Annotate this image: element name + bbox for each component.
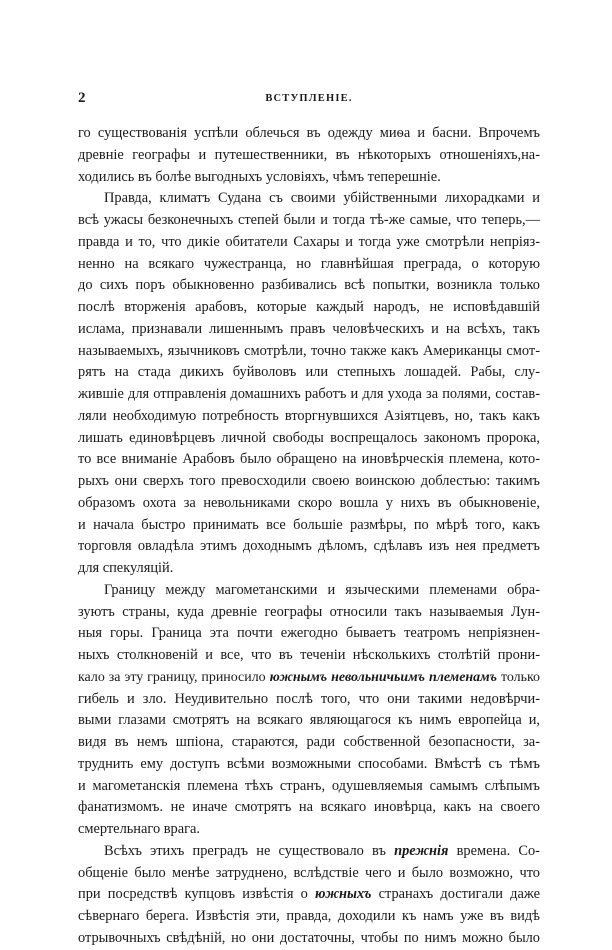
emphasis-text: прежнія xyxy=(394,842,449,859)
text-line: жившіе для отправленія домашнихъ работъ и для ухода за полями, состав- xyxy=(78,386,540,402)
text-segment: Всѣхъ этихъ преградъ не существовало въ xyxy=(104,842,386,859)
text-line: отрывочныхъ свѣдѣній, но они достаточны, чтобы по нимъ можно было xyxy=(78,929,540,946)
text-line: древніе географы и путешественники, въ нѣкоторыхъ отношеніяхъ,на- xyxy=(78,146,540,163)
text-line: гибель и зло. Неудивительно послѣ того, что они такими недовѣрчи- xyxy=(78,690,540,707)
text-line xyxy=(78,667,540,689)
text-line: образомъ охота за невольниками скоро вошла у нихъ въ обыкновеніе, xyxy=(78,494,540,511)
text-line: торговля овладѣла этимъ доходнымъ дѣломъ, сдѣлавъ изъ нея предметъ xyxy=(78,538,540,555)
page-number: 2 xyxy=(78,90,86,106)
text-line: то все вниманіе Арабовъ было обращено на иновѣрческія племена, кото- xyxy=(78,451,540,468)
emphasis-text: южныхъ xyxy=(315,886,372,903)
text-line: труднить ему доступъ всѣми возможными способами. Вмѣстѣ съ тѣмъ xyxy=(78,755,540,772)
text-line: и магометанскія племена тѣхъ странъ, одушевляемыя самымъ слѣпымъ xyxy=(78,777,540,794)
text-line: рятъ на стада дикихъ буйволовъ или степныхъ лошадей. Рабы, слу- xyxy=(78,364,540,381)
text-line: сѣвернаго берега. Извѣстія эти, правда, доходили къ намъ уже въ видѣ xyxy=(78,908,540,924)
text-line: общеніе было менѣе затруднено, вслѣдствіе чего и было возможно, что xyxy=(78,864,540,881)
text-line: рыхъ они сверхъ того превосходили своею воинскою доблестью: такимъ xyxy=(78,473,540,489)
paragraph-start-line xyxy=(78,841,540,863)
text-line: ныя горы. Граница эта почти ежегодно бываетъ театромъ непріязнен- xyxy=(78,625,540,642)
body-text xyxy=(78,123,540,950)
text-line: ныхъ столкновеній и все, что въ теченіи нѣсколькихъ столѣтій прони- xyxy=(78,647,540,663)
text-line: всѣ ужасы безконечныхъ степей были и тогда тѣ-же самые, что теперь,— xyxy=(78,212,540,228)
text-segment: времена. Со- xyxy=(456,842,540,859)
text-line: и начала быстро принимать все большіе размѣры, по мѣрѣ того, какъ xyxy=(78,516,540,533)
text-segment: странахъ достигали даже xyxy=(378,886,540,903)
text-line: видя въ немъ шпіона, стараются, ради собственной безопасности, за- xyxy=(78,734,540,750)
running-title: ВСТУПЛЕНІЕ. xyxy=(265,93,353,104)
emphasis-text: южнымъ невольничьимъ племенамъ xyxy=(269,669,498,685)
text-line: фанатизмомъ. не иначе смотрятъ на всякаго иновѣрца, какъ на своего xyxy=(78,799,540,816)
text-line: лишать единовѣрцевъ личной свободы воспрещалось закономъ пророка, xyxy=(78,429,540,446)
text-line: для спекуляцій. xyxy=(78,560,174,576)
text-line: выми глазами смотрятъ на всякаго являющагося къ нимъ европейца и, xyxy=(78,712,540,729)
text-line: послѣ вторженія арабовъ, которые каждый народъ, не исповѣдавшій xyxy=(78,299,540,315)
text-line: правда и то, что дикіе обитатели Сахары и тогда уже смотрѣли непріяз- xyxy=(78,233,540,250)
paragraph-start-line: Границу между магометанскими и языческими племенами обра- xyxy=(104,581,540,598)
text-line: до сихъ поръ обыкновенно разбивались всѣ попытки, возникла только xyxy=(78,277,540,294)
text-line: ненно на всякаго чужестранца, но главнѣйшая преграда, о которую xyxy=(78,255,540,272)
text-line: ходились въ болѣе выгодныхъ условіяхъ, чѣмъ теперешніе. xyxy=(78,168,441,185)
text-line: зуютъ страны, куда древніе географы относили такъ называемыя Лун- xyxy=(78,603,540,620)
page-header xyxy=(78,90,540,112)
text-segment: только xyxy=(500,669,540,685)
text-line: го существованія успѣли облечься въ одежду миѳа и басни. Впрочемъ xyxy=(78,125,540,141)
paragraph-start-line: Правда, климатъ Судана съ своими убійственными лихорадками и xyxy=(104,190,540,207)
text-segment: при посредствѣ купцовъ извѣстія о xyxy=(78,886,308,903)
text-line: ислама, признавали лишеннымъ правъ человѣческихъ и на всѣхъ, такъ xyxy=(78,320,540,337)
text-line: ляли необходимую потребность вторгнувшихся Азіятцевъ, но, такъ какъ xyxy=(78,407,540,424)
text-line: называемыхъ, язычниковъ смотрѣли, точно также какъ Американцы смот- xyxy=(78,342,540,359)
text-segment: кало за эту границу, приносило xyxy=(78,669,266,685)
text-line: смертельнаго врага. xyxy=(78,821,200,837)
text-line xyxy=(78,884,540,906)
